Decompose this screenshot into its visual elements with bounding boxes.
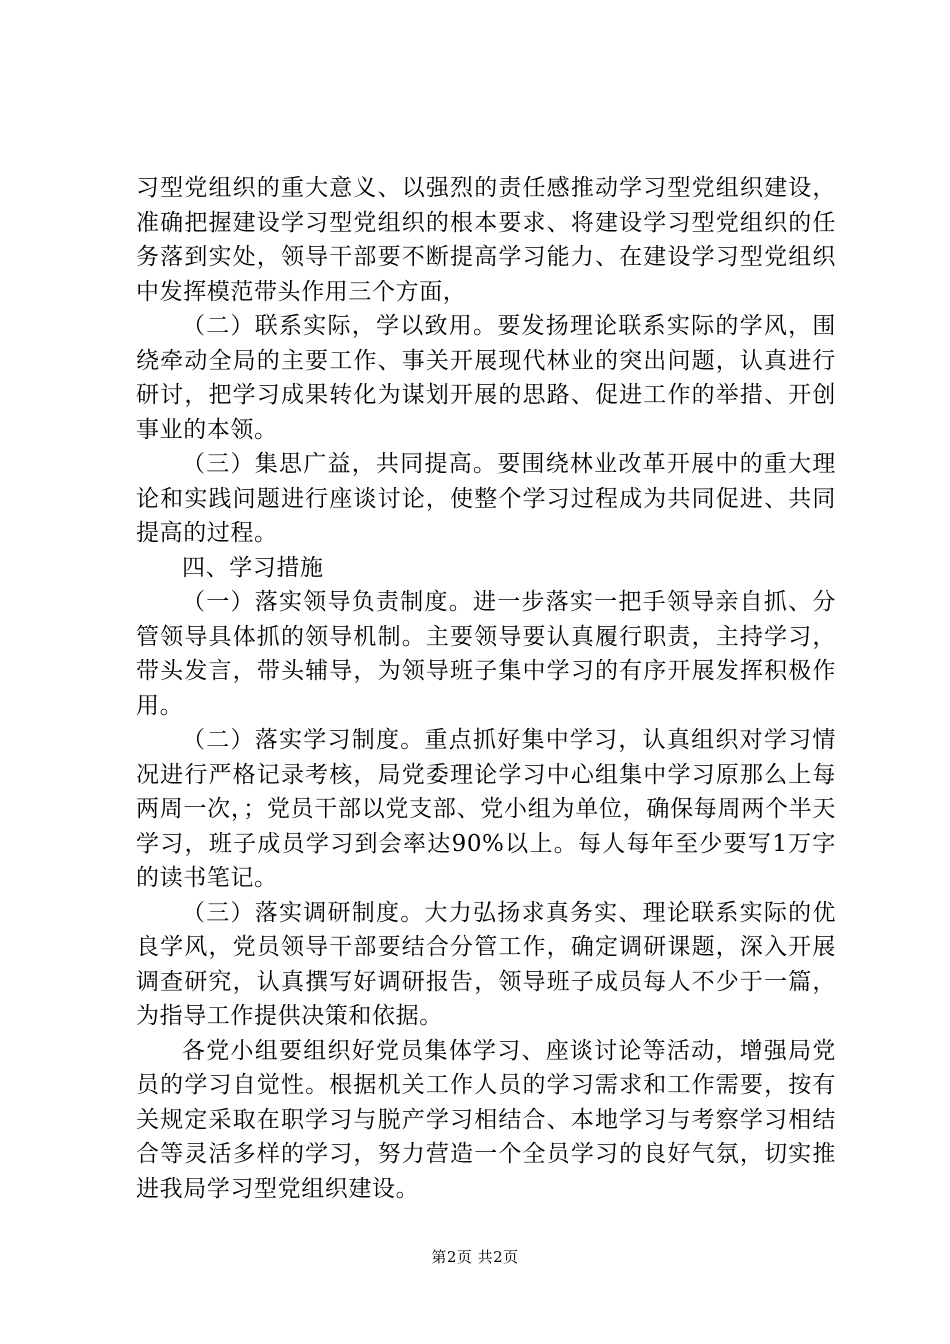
paragraph-link-practice: （二）联系实际，学以致用。要发扬理论联系实际的学风，围绕牵动全局的主要工作、事关开展现代林业的突出问题，认真进行研讨，把学习成果转化为谋划开展的思路、促进工作的举措、开创事业的本领。: [136, 313, 836, 443]
page-footer: 第2页 共2页: [431, 1248, 519, 1266]
paragraph-party-groups: 各党小组要组织好党员集体学习、座谈讨论等活动，增强局党员的学习自觉性。根据机关工作人员的学习需求和工作需要，按有关规定采取在职学习与脱产学习相结合、本地学习与考察学习相结合等灵活多样的学习，努力营造一个全员学习的良好气氛，切实推进我局学习型党组织建设。: [136, 1037, 836, 1202]
paragraph-continuation: 习型党组织的重大意义、以强烈的责任感推动学习型党组织建设，准确把握建设学习型党组织的根本要求、将建设学习型党组织的任务落到实处，领导干部要不断提高学习能力、在建设学习型党组织中发挥模范带头作用三个方面，: [136, 175, 836, 305]
paragraph-pool-wisdom: （三）集思广益，共同提高。要围绕林业改革开展中的重大理论和实践问题进行座谈讨论，使整个学习过程成为共同促进、共同提高的过程。: [136, 451, 836, 546]
paragraph-leadership-responsibility: （一）落实领导负责制度。进一步落实一把手领导亲自抓、分管领导具体抓的领导机制。主要领导要认真履行职责，主持学习，带头发言，带头辅导，为领导班子集中学习的有序开展发挥积极作用。: [136, 589, 836, 719]
paragraph-research-system: （三）落实调研制度。大力弘扬求真务实、理论联系实际的优良学风，党员领导干部要结合分管工作，确定调研课题，深入开展调查研究，认真撰写好调研报告，领导班子成员每人不少于一篇，为指导工作提供决策和依据。: [136, 899, 836, 1029]
paragraph-study-system: （二）落实学习制度。重点抓好集中学习，认真组织对学习情况进行严格记录考核，局党委理论学习中心组集中学习原那么上每两周一次，；党员干部以党支部、党小组为单位，确保每周两个半天学习，班子成员学习到会率达90%以上。每人每年至少要写1万字的读书笔记。: [136, 727, 836, 891]
document-body: [136, 171, 836, 1206]
section-heading-measures: 四、学习措施: [182, 554, 324, 581]
